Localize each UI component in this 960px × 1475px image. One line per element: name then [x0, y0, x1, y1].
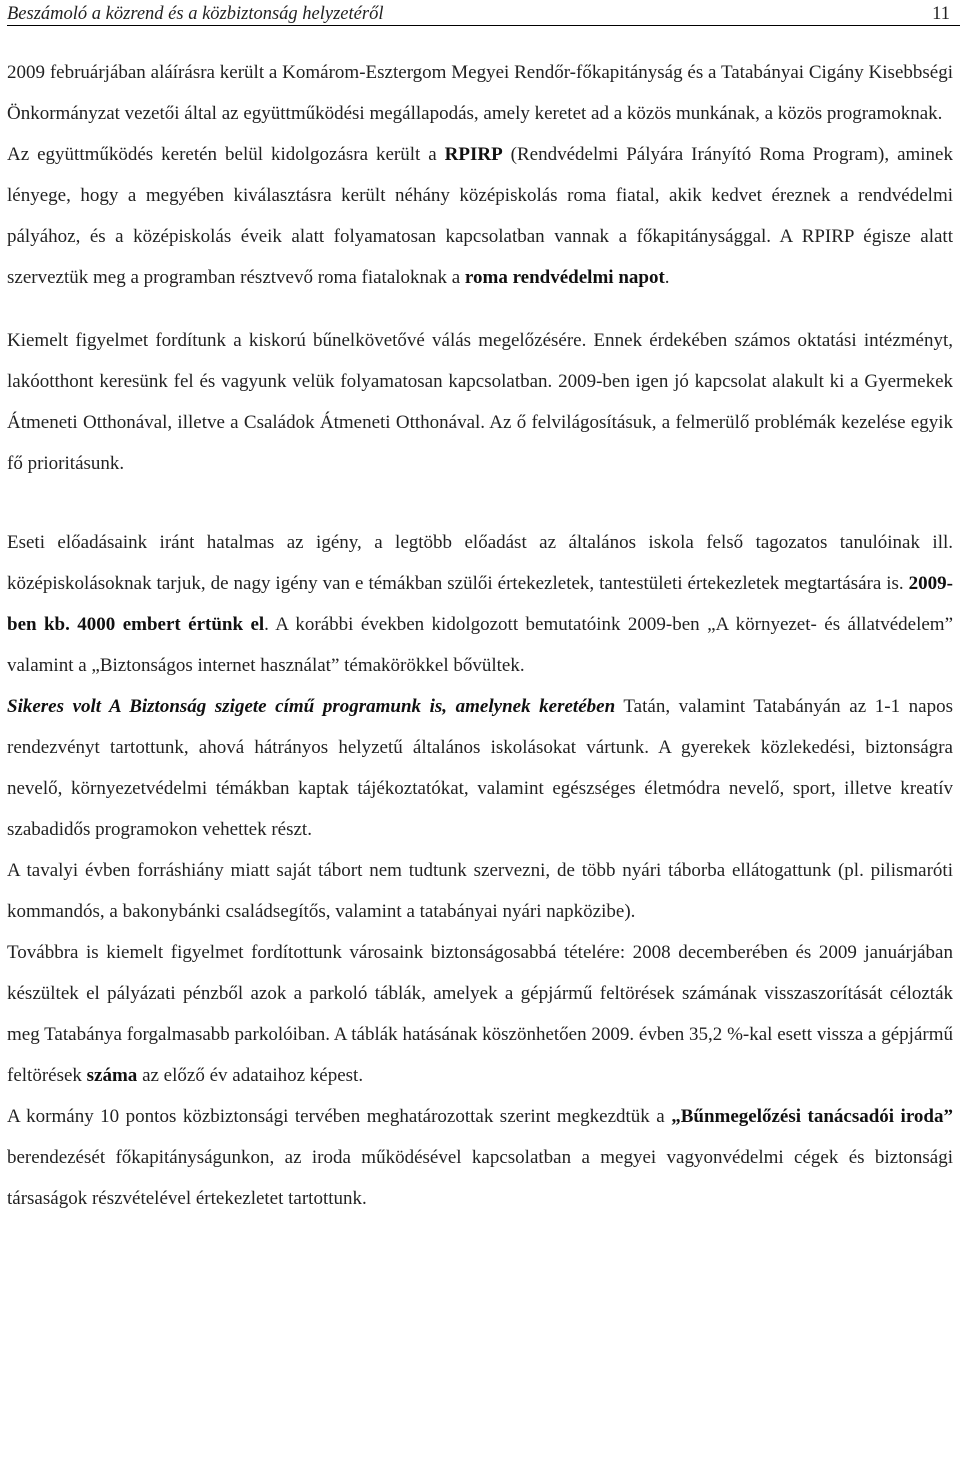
bold-italic-span: Sikeres volt A Biztonság szigete című programunk is, amelynek keretében	[7, 696, 616, 717]
running-header	[7, 0, 960, 26]
paragraph-prevention-office	[7, 1096, 953, 1219]
text-span: berendezését főkapitányságunkon, az iroda működésével kapcsolatban a megyei vagyonvédelmi cégek és biztonsági társaságok részvételével értekezletet tartottunk.	[7, 1147, 953, 1209]
text-span: az előző év adataihoz képest.	[137, 1065, 364, 1086]
bold-span-szama: száma	[86, 1065, 138, 1086]
paragraph-parking-signs	[7, 932, 953, 1096]
text-span: . A korábbi években kidolgozott bemutatóink 2009-ben „A környezet- és állatvédelem” valamint a „Biztonságos internet használat” témakörökkel bővültek.	[7, 614, 953, 676]
text-span: (Rendvédelmi Pályára Irányító Roma Program), aminek lényege, hogy a megyében kiválasztásra került néhány középiskolás roma fiatal, akik kedvet éreznek a rendvédelmi pályához, és a középiskolás éveik alatt folyamatosan kapcsolatban vannak a főkapitánysággal. A RPIRP égisze alatt szerveztük meg a programban résztvevő roma fiataloknak a	[7, 144, 953, 288]
paragraph-agreement: 2009 februárjában aláírásra került a Komárom-Esztergom Megyei Rendőr-főkapitányság és a Tatabányai Cigány Kisebbségi Önkormányzat vezetői által az együttműködési megállapodás, amely keretet ad a közös munkának, a közös programoknak.	[7, 62, 953, 124]
text-span: Továbbra is kiemelt figyelmet fordítottunk városaink biztonságosabbá tételére: 2008 decemberében és 2009 januárjában készültek el pályázati pénzből azok a parkoló táblák, amelyek a gépjármű feltörések számának visszaszorítását célozták meg Tatabánya forgalmasabb parkolóiban. A táblák hatásának köszönhetően 2009. évben 35,2 %-kal esett vissza a gépjármű feltörések	[7, 942, 953, 1086]
document-body	[7, 52, 953, 1219]
bold-span-roma-day: roma rendvédelmi napot	[464, 267, 665, 288]
page-number: 11	[932, 4, 950, 24]
text-span: Az együttműködés keretén belül kidolgozásra került a	[7, 144, 445, 165]
bold-span-office: „Bűnmegelőzési tanácsadói iroda”	[671, 1106, 953, 1127]
paragraph-safety-island	[7, 686, 953, 850]
paragraph-lectures	[7, 522, 953, 686]
text-span: .	[664, 267, 670, 288]
paragraph-summer-camps: A tavalyi évben forráshiány miatt saját tábort nem tudtunk szervezni, de több nyári táborba ellátogattunk (pl. pilismaróti kommandós, a bakonybánki családsegítős, valamint a tatabányai nyári napközibe).	[7, 860, 953, 922]
bold-span-4000: 2009-ben kb. 4000 embert értünk el	[7, 573, 953, 635]
bold-span-rpirp: RPIRP	[444, 144, 503, 165]
text-span: Tatán, valamint Tatabányán az 1-1 napos rendezvényt tartottunk, ahová hátrányos helyzetű általános iskolásokat vártunk. A gyerekek közlekedési, biztonságra nevelő, környezetvédelmi témákban kaptak tájékoztatókat, valamint egészséges életmódra nevelő, sport, illetve kreatív szabadidős programokon vehettek részt.	[7, 696, 953, 840]
text-span: A kormány 10 pontos közbiztonsági tervében meghatározottak szerint megkezdtük a	[7, 1106, 672, 1127]
header-title: Beszámoló a közrend és a közbiztonság helyzetéről	[7, 4, 384, 24]
paragraph-rpirp	[7, 134, 953, 298]
paragraph-juvenile-prevention: Kiemelt figyelmet fordítunk a kiskorú bűnelkövetővé válás megelőzésére. Ennek érdekében számos oktatási intézményt, lakóotthont keresünk fel és vagyunk velük folyamatosan kapcsolatban. 2009-ben igen jó kapcsolat alakult ki a Gyermekek Átmeneti Otthonával, illetve a Családok Átmeneti Otthonával. Az ő felvilágosításuk, a felmerülő problémák kezelése egyik fő prioritásunk.	[7, 330, 953, 474]
text-span: Eseti előadásaink iránt hatalmas az igény, a legtöbb előadást az általános iskola felső tagozatos tanulóinak ill. középiskolásoknak tarjuk, de nagy igény van e témákban szülői értekezletek, tantestületi értekezletek megtartására is.	[7, 532, 953, 594]
